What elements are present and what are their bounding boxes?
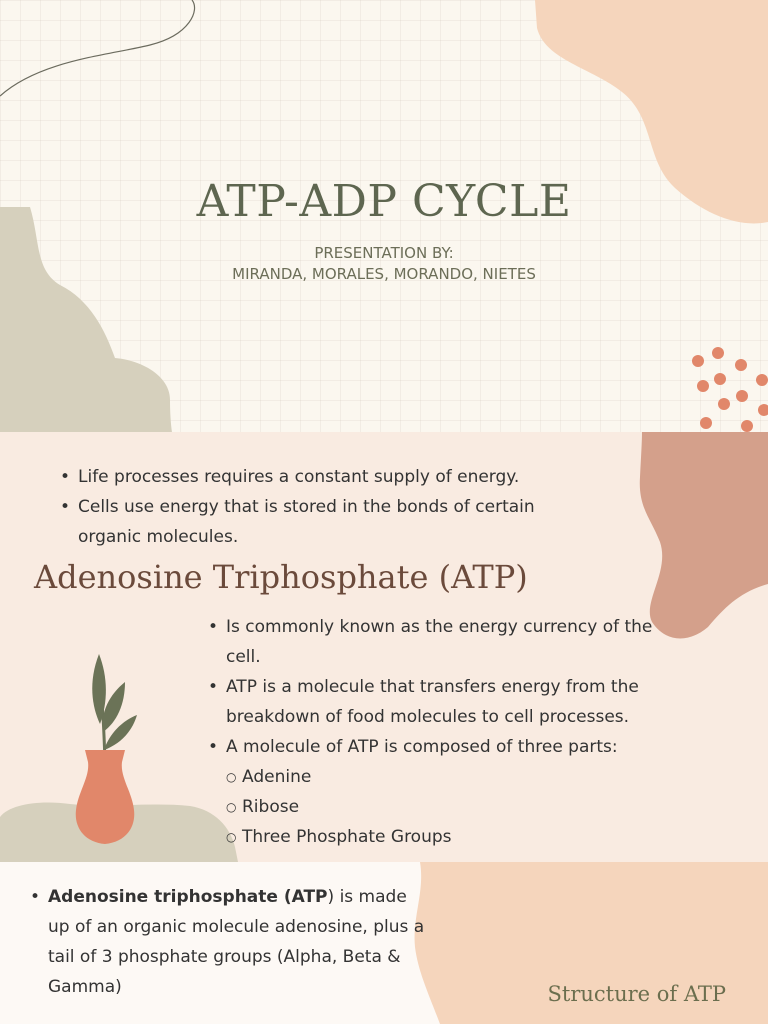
atp-part-item: ○ Adenine bbox=[208, 762, 688, 792]
atp-term: Adenosine triphosphate (ATP bbox=[48, 887, 328, 907]
atp-part-item: ○ Ribose bbox=[208, 792, 688, 822]
atp-heading: Adenosine Triphosphate (ATP) bbox=[34, 558, 528, 596]
structure-description-list bbox=[30, 882, 430, 1002]
vase-plant-illustration bbox=[76, 654, 137, 844]
sage-blob-left bbox=[0, 207, 172, 432]
structure-description bbox=[30, 882, 430, 1002]
atp-overview-slide bbox=[0, 432, 768, 862]
atp-term-paren: ) bbox=[327, 887, 335, 907]
vase bbox=[76, 750, 135, 844]
atp-bullet: • Is commonly known as the energy currency of the cell. bbox=[208, 612, 688, 672]
presentation-by-label: PRESENTATION BY: bbox=[314, 244, 454, 262]
thin-curve-line bbox=[0, 0, 195, 96]
clay-blob-right bbox=[640, 432, 768, 638]
title-slide bbox=[0, 0, 768, 432]
intro-bullet-list bbox=[60, 462, 580, 552]
terracotta-dots bbox=[692, 347, 768, 432]
atp-part-item: ○ Three Phosphate Groups bbox=[208, 822, 688, 852]
presentation-title: ATP-ADP CYCLE bbox=[196, 176, 572, 227]
structure-text: is made up of an organic molecule adenosine, plus a tail of 3 phosphate groups (Alpha, Beta & Gamma) bbox=[48, 887, 425, 997]
presenter-names: MIRANDA, MORALES, MORANDO, NIETES bbox=[232, 265, 536, 283]
atp-bullet: • ATP is a molecule that transfers energy from the breakdown of food molecules to cell processes. bbox=[208, 672, 688, 732]
atp-parts-list bbox=[208, 762, 688, 852]
intro-bullet: • Life processes requires a constant supply of energy. bbox=[60, 462, 580, 492]
intro-bullet: • Cells use energy that is stored in the bonds of certain organic molecules. bbox=[60, 492, 580, 552]
atp-bullet-list bbox=[208, 612, 688, 852]
structure-caption: Structure of ATP bbox=[547, 982, 726, 1006]
atp-structure-slide bbox=[0, 862, 768, 1024]
atp-bullet: • A molecule of ATP is composed of three parts: bbox=[208, 732, 688, 762]
